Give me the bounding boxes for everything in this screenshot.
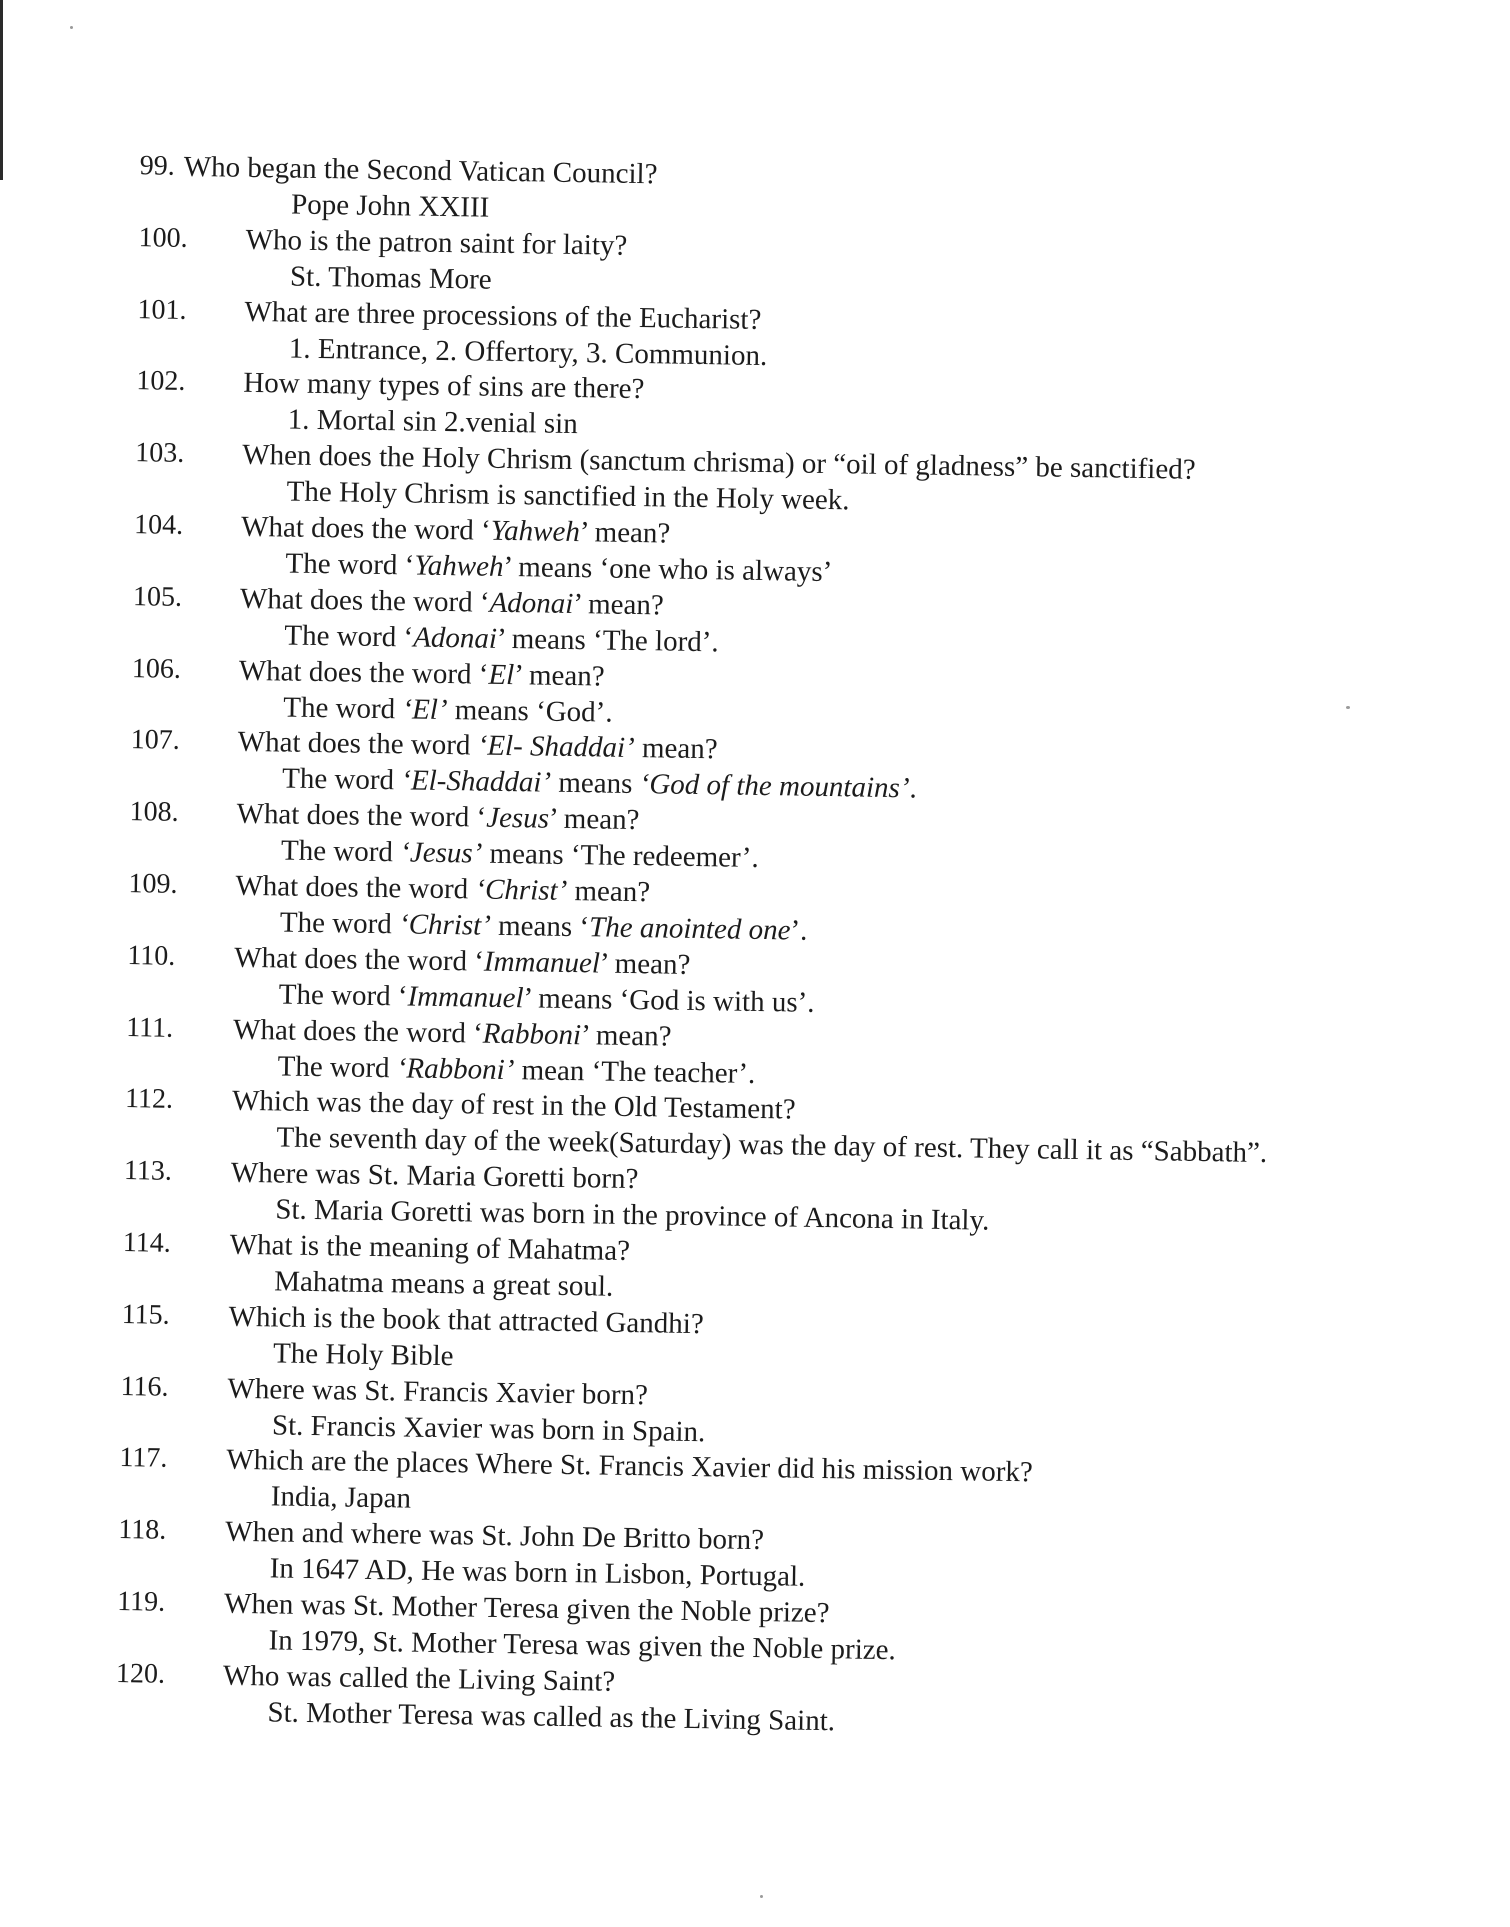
text-segment: What does the word ‘ xyxy=(238,654,489,691)
italic-term: ‘Rabboni’ xyxy=(396,1051,515,1086)
text-segment: mean? xyxy=(567,874,651,909)
text-segment: The seventh day of the week(Saturday) was the day of rest. They call it as “Sabbath”. xyxy=(276,1121,1268,1170)
text-segment: ’ mean? xyxy=(599,947,691,981)
text-segment: When does the Holy Chrism (sanctum chrisma) or “oil of gladness” be sanctified? xyxy=(241,438,1196,486)
question-text xyxy=(245,222,627,264)
text-segment: Who was called the Living Saint? xyxy=(222,1659,616,1698)
text-segment: What does the word ‘ xyxy=(234,941,485,978)
question-number: 113. xyxy=(123,1155,173,1187)
italic-term: Yahweh xyxy=(414,549,504,583)
text-segment: 1. Entrance, 2. Offertory, 3. Communion. xyxy=(288,332,768,372)
text-segment: In 1979, St. Mother Teresa was given the Noble prize. xyxy=(268,1624,897,1667)
text-segment: Mahatma means a great soul. xyxy=(273,1265,614,1303)
text-segment: St. Maria Goretti was born in the province of Ancona in Italy. xyxy=(275,1193,990,1237)
question-number: 116. xyxy=(120,1370,169,1403)
italic-term: Immanuel xyxy=(407,980,524,1015)
text-segment: St. Mother Teresa was called as the Living Saint. xyxy=(267,1696,836,1738)
italic-term: Adonai xyxy=(489,586,574,620)
italic-term: ‘Christ’ xyxy=(398,908,492,942)
question-answer-list xyxy=(115,148,1440,1748)
italic-term: ‘Jesus’ xyxy=(399,836,483,870)
question-number: 115. xyxy=(121,1298,170,1331)
text-segment: means ‘God’. xyxy=(447,693,613,729)
question-number: 101. xyxy=(137,293,187,326)
question-number: 119. xyxy=(116,1585,166,1618)
text-segment: The word xyxy=(280,834,401,869)
text-segment: Pope John XXIII xyxy=(290,188,490,224)
question-text xyxy=(230,1227,631,1269)
text-segment: The word ‘ xyxy=(278,978,408,1013)
question-number: 120. xyxy=(115,1657,166,1690)
text-segment: Which is the book that attracted Gandhi? xyxy=(228,1300,705,1340)
text-segment: The Holy Bible xyxy=(272,1337,454,1372)
question-number: 104. xyxy=(133,509,184,541)
text-segment: What does the word ‘ xyxy=(240,510,491,547)
text-segment: Who began the Second Vatican Council? xyxy=(183,150,658,191)
text-segment: When and where was St. John De Britto born? xyxy=(225,1515,765,1557)
text-segment: The word xyxy=(279,906,400,941)
answer-text xyxy=(271,1479,412,1517)
italic-term: Adonai xyxy=(412,621,498,655)
text-segment: The word xyxy=(277,1049,398,1084)
text-segment: What does the word ‘ xyxy=(236,797,487,834)
question-number: 117. xyxy=(119,1442,168,1475)
text-segment: The word ‘ xyxy=(285,547,415,582)
text-segment: means ‘ xyxy=(490,909,590,944)
question-number: 108. xyxy=(129,796,179,829)
text-segment: mean? xyxy=(634,732,718,766)
answer-text xyxy=(290,258,492,297)
text-segment: What does the word xyxy=(237,726,478,762)
text-segment: The word ‘ xyxy=(284,619,414,654)
answer-text xyxy=(273,1335,454,1374)
text-segment: ’ mean? xyxy=(580,1018,672,1053)
text-segment: When was St. Mother Teresa given the Noble prize? xyxy=(223,1587,830,1630)
answer-text xyxy=(267,1694,835,1739)
question-number: 110. xyxy=(127,939,176,972)
question-number: 111. xyxy=(125,1011,174,1044)
text-segment: 1. Mortal sin 2.venial sin xyxy=(287,403,578,441)
text-segment: Which are the places Where St. Francis Xavier did his mission work? xyxy=(226,1444,1034,1489)
text-segment: St. Francis Xavier was born in Spain. xyxy=(271,1408,706,1448)
question-text xyxy=(243,365,645,407)
answer-text xyxy=(283,689,613,730)
answer-text xyxy=(274,1263,614,1304)
text-segment: . xyxy=(909,772,918,805)
text-segment: ’ means ‘The lord’. xyxy=(496,622,719,659)
question-number: 109. xyxy=(128,868,178,900)
text-segment: The word xyxy=(283,691,403,725)
text-segment: Which was the day of rest in the Old Testament? xyxy=(231,1085,796,1126)
question-number: 99. xyxy=(139,150,175,182)
italic-term: The anointed one xyxy=(588,911,791,947)
text-segment: St. Thomas More xyxy=(289,260,492,296)
question-number: 102. xyxy=(136,365,186,398)
question-number: 114. xyxy=(122,1226,172,1259)
text-segment: ’ mean? xyxy=(548,802,640,837)
question-text xyxy=(239,652,605,694)
text-segment: What does the word xyxy=(235,869,476,906)
question-number: 105. xyxy=(132,580,183,613)
text-segment: Who is the patron saint for laity? xyxy=(245,223,628,262)
question-number: 107. xyxy=(130,724,180,757)
text-segment: What does the word ‘ xyxy=(232,1013,484,1050)
text-segment: mean ‘The teacher’. xyxy=(514,1053,756,1090)
italic-term: El xyxy=(488,658,515,691)
italic-term: Yahweh xyxy=(490,514,581,549)
text-segment: ’. xyxy=(790,914,808,947)
answer-text xyxy=(287,402,578,443)
text-segment: means ‘The redeemer’. xyxy=(482,837,759,875)
italic-term: ‘El’ xyxy=(402,692,448,726)
text-segment: ’ mean? xyxy=(573,587,665,622)
text-segment: How many types of sins are there? xyxy=(243,367,645,406)
text-segment: Where was St. Maria Goretti born? xyxy=(230,1156,639,1196)
question-number: 103. xyxy=(135,437,185,470)
italic-term: ‘El- Shaddai’ xyxy=(477,729,635,765)
text-segment: ’ mean? xyxy=(579,516,671,550)
answer-text xyxy=(291,187,490,226)
question-text xyxy=(183,149,657,192)
text-segment: The word xyxy=(281,762,402,797)
question-number: 118. xyxy=(118,1514,167,1546)
italic-term: ‘El-Shaddai’ xyxy=(401,764,552,800)
italic-term: Immanuel xyxy=(483,945,601,980)
italic-term: Jesus xyxy=(485,801,550,835)
question-number: 112. xyxy=(124,1083,174,1116)
question-text xyxy=(223,1657,616,1699)
text-segment: What are three processions of the Eucharist? xyxy=(244,295,762,336)
question-number: 100. xyxy=(138,221,188,254)
text-segment: means xyxy=(550,767,640,801)
italic-term: ‘God of the mountains’ xyxy=(639,768,910,805)
text-segment: Where was St. Francis Xavier born? xyxy=(227,1372,649,1411)
text-segment: What is the meaning of Mahatma? xyxy=(229,1228,631,1267)
text-segment: What does the word ‘ xyxy=(239,582,490,619)
text-segment: ’ means ‘God is with us’. xyxy=(523,982,815,1019)
question-number: 106. xyxy=(131,652,182,685)
text-segment: ’ mean? xyxy=(513,658,605,693)
italic-term: ‘Christ’ xyxy=(475,873,568,907)
italic-term: Rabboni xyxy=(482,1017,582,1051)
text-segment: ’ means ‘one who is always’ xyxy=(503,550,833,589)
text-segment: In 1647 AD, He was born in Lisbon, Portugal. xyxy=(269,1552,806,1593)
text-segment: India, Japan xyxy=(270,1480,412,1515)
text-segment: The Holy Chrism is sanctified in the Holy week. xyxy=(286,475,850,517)
